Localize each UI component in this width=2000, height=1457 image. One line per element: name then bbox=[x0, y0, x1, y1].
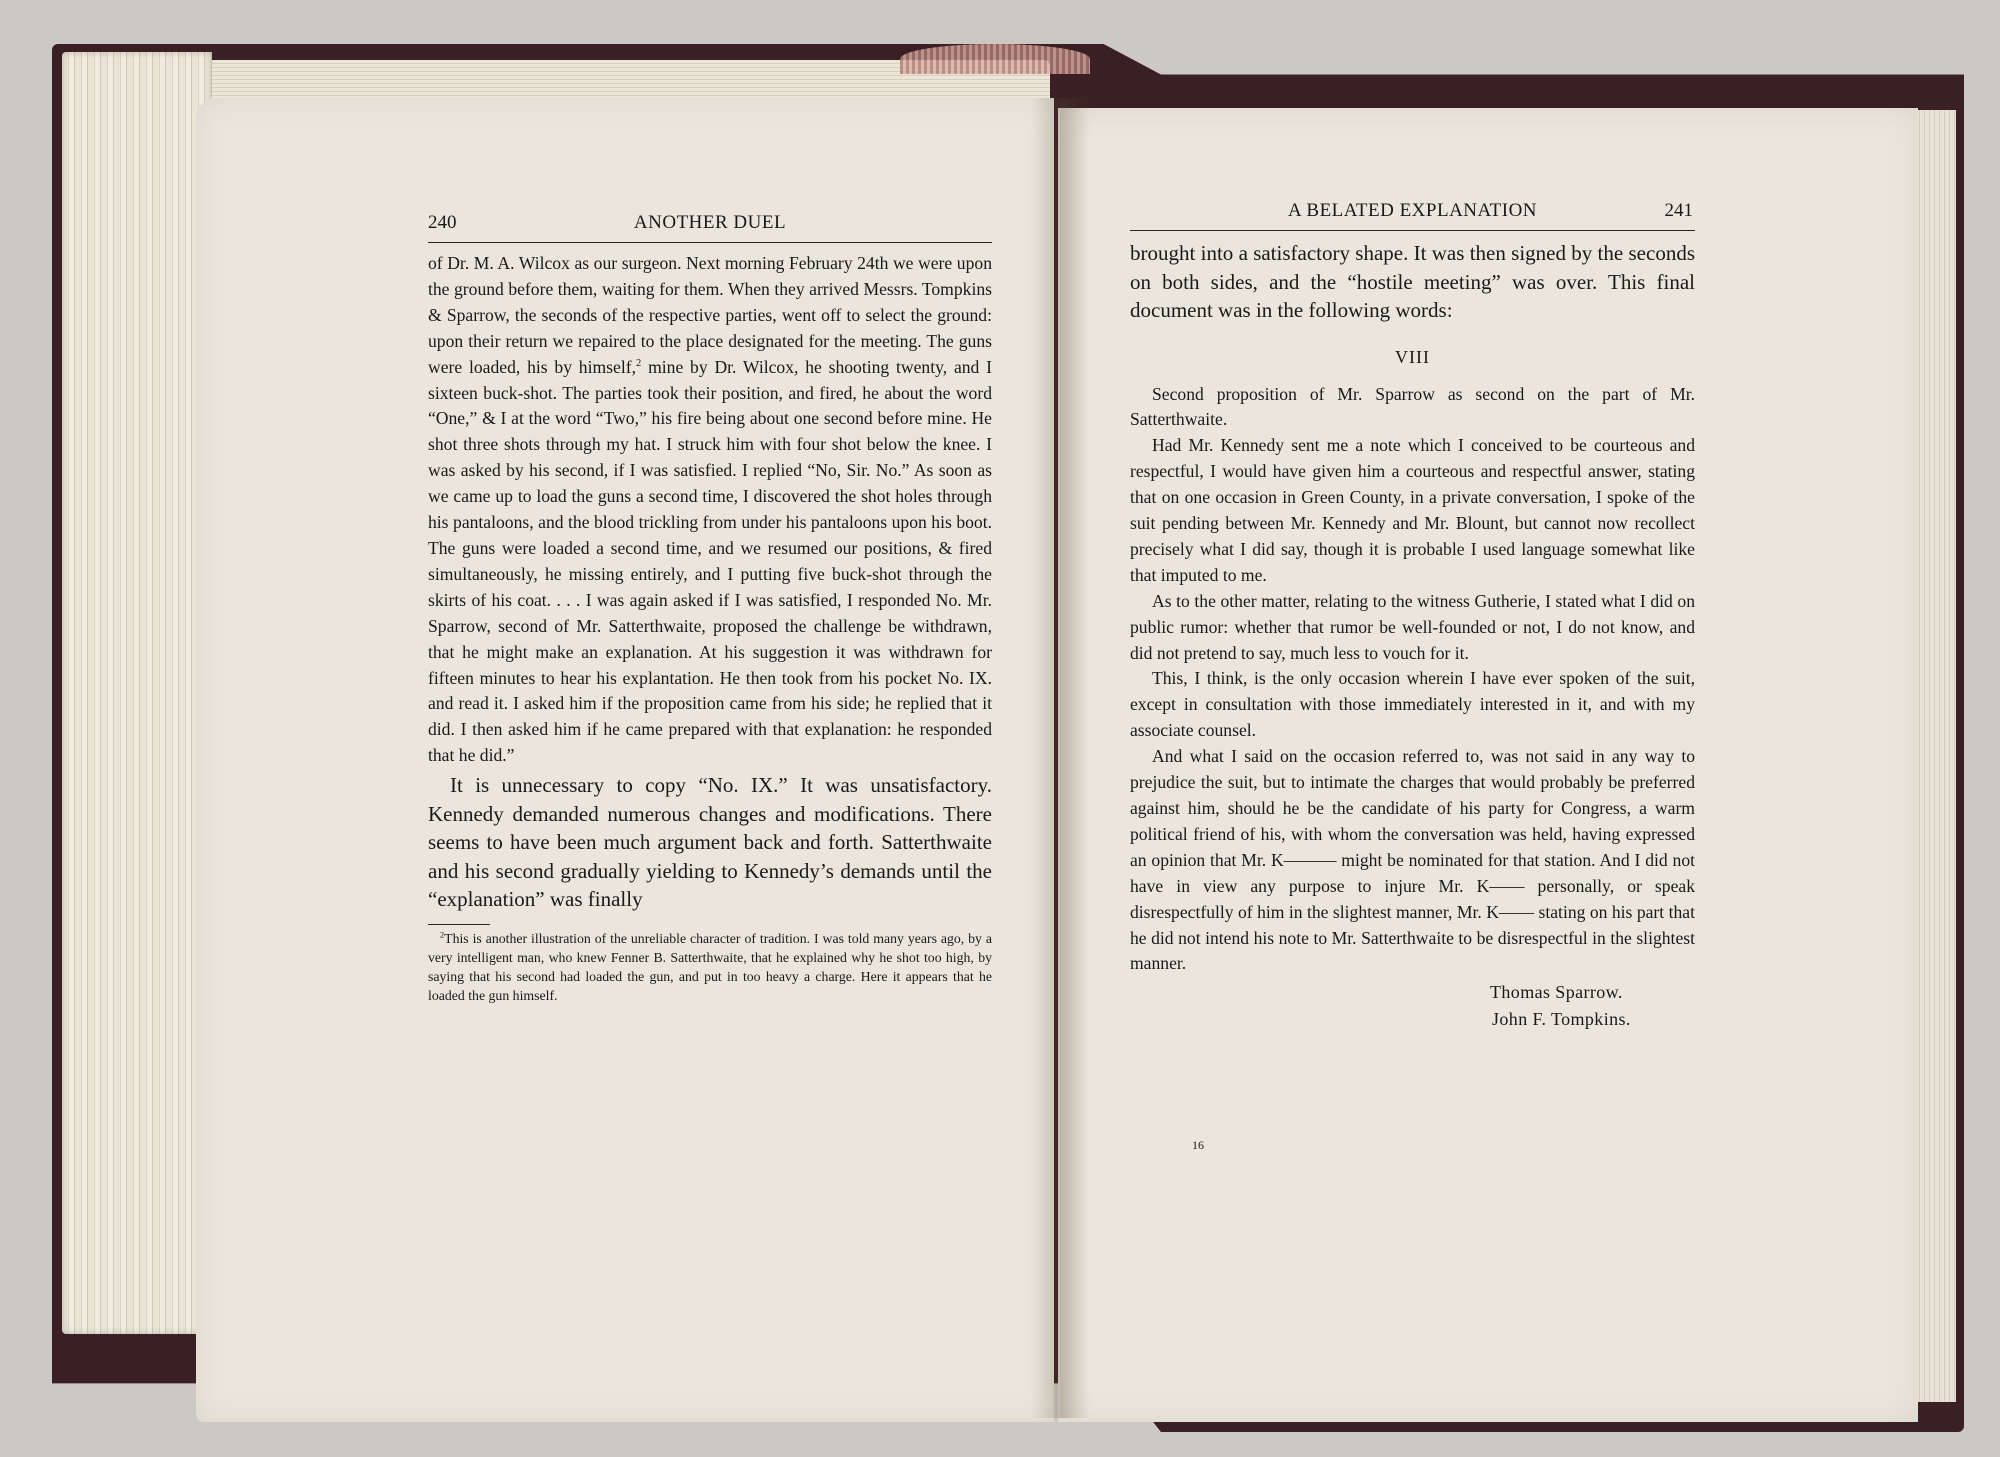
left-body-main bbox=[428, 771, 992, 914]
signatures bbox=[1490, 979, 1695, 1033]
right-running-head bbox=[1130, 200, 1695, 231]
document-body bbox=[1130, 382, 1695, 978]
left-running-title: ANOTHER DUEL bbox=[633, 212, 787, 233]
right-page-number: 241 bbox=[1664, 200, 1693, 221]
signature-2: John F. Tompkins. bbox=[1492, 1009, 1631, 1030]
section-number: VIII bbox=[1395, 346, 1430, 367]
quote-text-part-1: of Dr. M. A. Wilcox as our surgeon. Next morning February 24th we were upon the ground before them, waiting for them. When they arrived Messrs. Tompkins & Sparrow, the seconds of the respective parties, went off to select the ground: upon their return we repaired to the place designated for the meeting. The guns were loaded, his by himself, bbox=[428, 253, 992, 377]
left-running-head bbox=[428, 212, 992, 243]
printer-signature-mark: 16 bbox=[1192, 1138, 1204, 1152]
right-page-text bbox=[1130, 200, 1695, 1033]
opening-paragraph: brought into a satisfactory shape. It was then signed by the seconds on both sides, and the “hostile meeting” was over. This final document was in the following words: bbox=[1130, 241, 1695, 322]
page-edges-left bbox=[62, 52, 212, 1334]
document-paragraph: As to the other matter, relating to the witness Gutherie, I stated what I did on public rumor: whether that rumor be well-founded or not, I do not know, and did not pretend to say, much less to vouch for it. bbox=[1130, 590, 1695, 663]
spine-headband bbox=[900, 44, 1090, 74]
footnote-ref: 2 bbox=[635, 357, 642, 369]
footnote bbox=[428, 929, 992, 1006]
quote-paragraph bbox=[428, 251, 992, 769]
right-opening bbox=[1130, 239, 1695, 325]
left-body-quote bbox=[428, 251, 992, 769]
footnote-rule bbox=[428, 924, 490, 925]
footnote-marker: 2 bbox=[440, 930, 445, 940]
document-paragraph: Second proposition of Mr. Sparrow as second on the part of Mr. Satterthwaite. bbox=[1130, 383, 1695, 430]
main-paragraph: It is unnecessary to copy “No. IX.” It was unsatisfactory. Kennedy demanded numerous changes and modifications. There seems to have been much argument back and forth. Satterthwaite and his second gradually yielding to Kennedy’s demands until the “explanation” was finally bbox=[428, 773, 992, 912]
document-paragraph: Had Mr. Kennedy sent me a note which I conceived to be courteous and respectful, I would have given him a courteous and respectful answer, stating that on one occasion in Green County, in a private conversation, I spoke of the suit pending between Mr. Kennedy and Mr. Blount, but cannot now recollect precisely what I did say, though it is probable I used language somewhat like that imputed to me. bbox=[1130, 435, 1695, 585]
right-running-title: A BELATED EXPLANATION bbox=[1287, 200, 1538, 221]
left-page-number: 240 bbox=[428, 212, 457, 233]
document-paragraph: And what I said on the occasion referred to, was not said in any way to prejudice the suit, but to intimate the charges that would probably be preferred against him, should he be the candidate of his party for Congress, a warm political friend of his, with whom the conversation was held, having expressed an opinion that Mr. K——— might be nominated for that station. And I did not have in view any purpose to injure Mr. K—— personally, or speak disrespectfully of him in the slightest manner, Mr. K—— stating on his part that he did not intend his note to Mr. Satterthwaite to be disrespectful in the slightest manner. bbox=[1130, 746, 1695, 974]
left-page-text bbox=[428, 212, 992, 1005]
footnote-text: This is another illustration of the unreliable character of tradition. I was told many years ago, by a very intelligent man, who knew Fenner B. Satterthwaite, that he explained why he shot too high, by saying that his second had loaded the gun, and put in too heavy a charge. Here it appears that he loaded the gun himself. bbox=[428, 930, 992, 1004]
book-gutter bbox=[1030, 98, 1090, 1418]
quote-text-part-2: mine by Dr. Wilcox, he shooting twenty, and I sixteen buck-shot. The parties took their position, and fired, he about the word “One,” & I at the word “Two,” his fire being about one second before mine. He shot three shots through my hat. I struck him with four shot below the knee. I was asked by his second, if I was satisfied. I replied “No, Sir. No.” As soon as we came up to load the guns a second time, I discovered the shot holes through his pantaloons, and the blood trickling from under his pantaloons upon his boot. The guns were loaded a second time, and we resumed our positions, & fired simultaneously, he missing entirely, and I putting five buck-shot through the skirts of his coat. . . . I was again asked if I was satisfied, I responded No. Mr. Sparrow, second of Mr. Satterthwaite, proposed the challenge be withdrawn, that he might make an explanation. At his suggestion it was withdrawn for fifteen minutes to hear his explantation. He then took from his pocket No. IX. and read it. I asked him if the proposition came from his side; he replied that it did. I then asked him if he came prepared with that explanation: he responded that he did.” bbox=[428, 356, 993, 766]
signature-1: Thomas Sparrow. bbox=[1490, 982, 1623, 1003]
document-paragraph: This, I think, is the only occasion wherein I have ever spoken of the suit, except in consultation with those immediately interested in it, and with my associate counsel. bbox=[1130, 668, 1695, 741]
